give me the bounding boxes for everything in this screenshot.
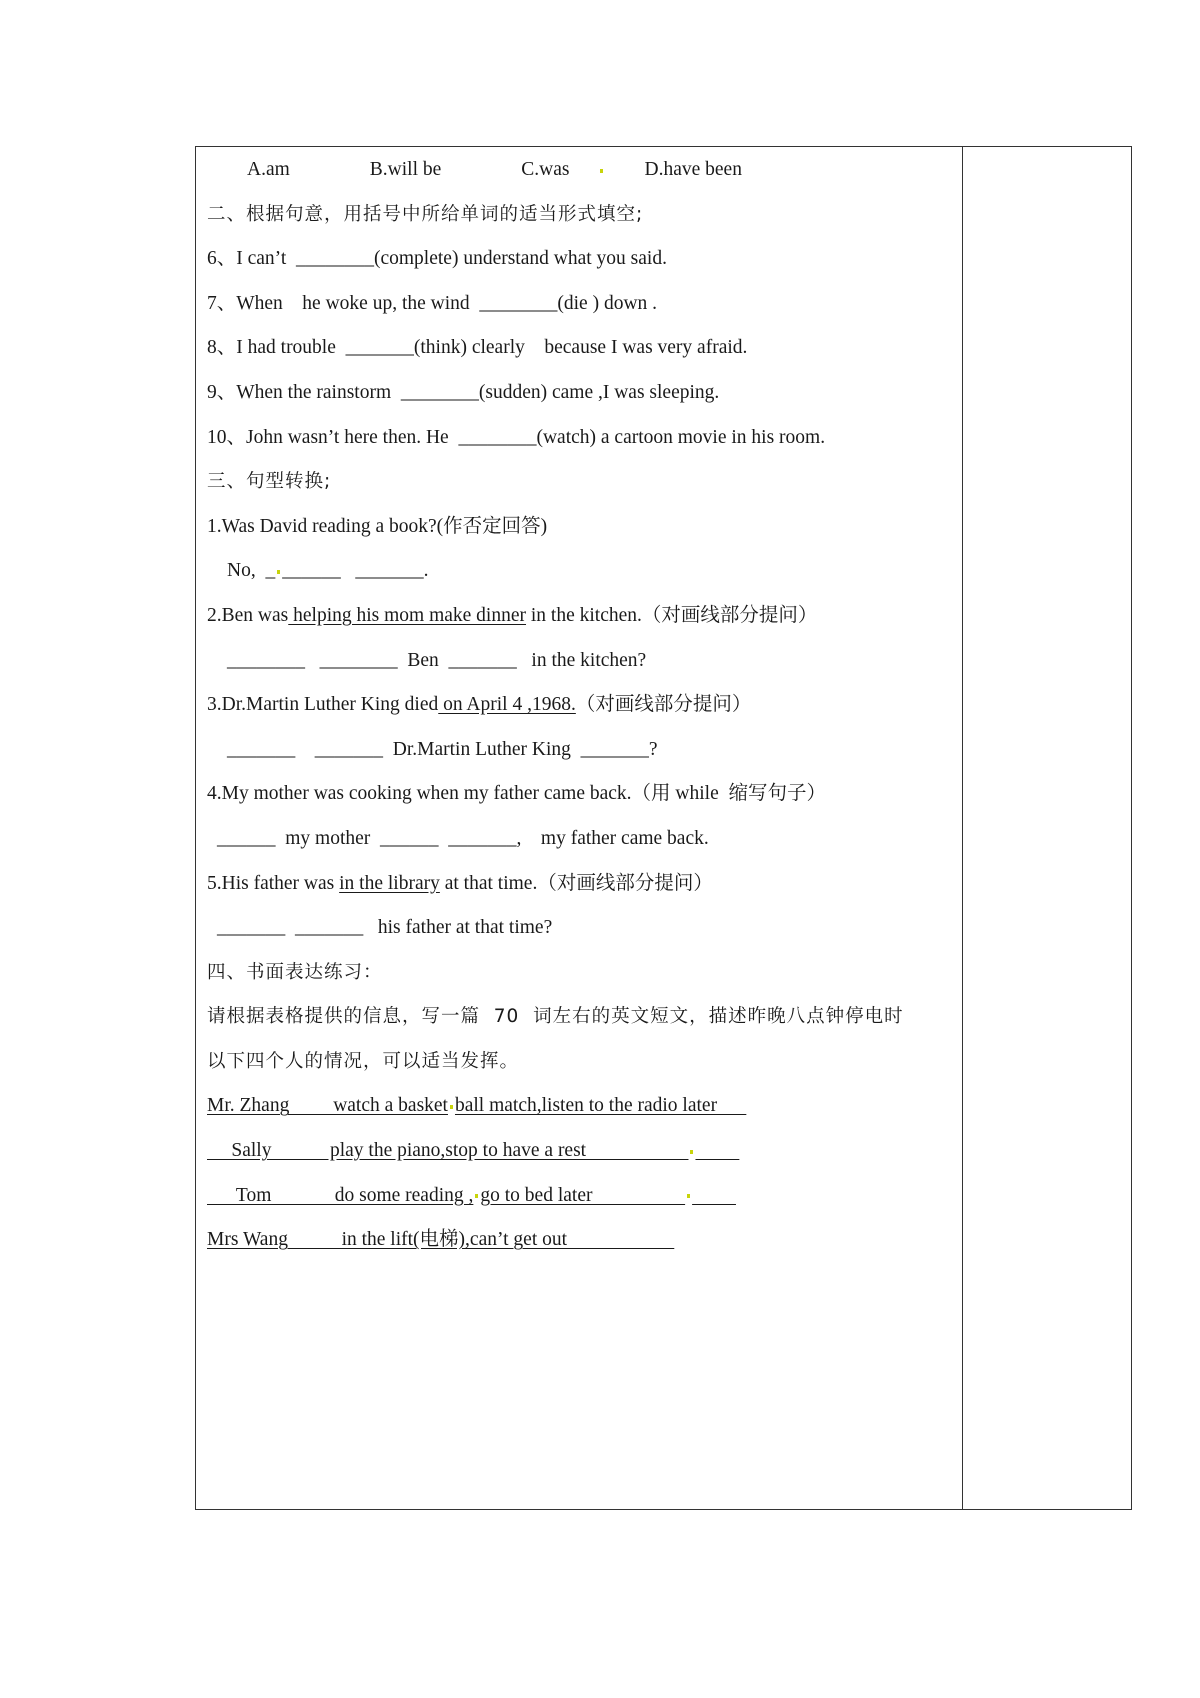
answer-text: _______ _______ Dr.Martin Luther King _______? xyxy=(227,738,658,760)
transform-q5 xyxy=(207,862,967,907)
answer-text: ______ my mother ______ _______, my father came back. xyxy=(217,827,709,849)
option-b: B.will be xyxy=(369,159,442,180)
underlined-phrase: on April 4 ,1968. xyxy=(438,694,576,716)
question-text: 5.His father was xyxy=(207,872,340,894)
mark-dot xyxy=(450,1105,453,1109)
info-text: Tom do some reading , xyxy=(207,1184,474,1206)
underlined-phrase: helping his mom make dinner xyxy=(288,604,527,626)
info-row-wang xyxy=(207,1218,967,1263)
transform-a2 xyxy=(207,639,967,684)
transform-q2 xyxy=(207,594,967,639)
mark-dot xyxy=(600,169,603,173)
section2-heading: 二、根据句意，用括号中所给单词的适当形式填空; xyxy=(207,203,644,225)
info-text: go to bed later xyxy=(480,1184,686,1206)
mark-dot xyxy=(687,1194,690,1198)
writing-instruction-1: 请根据表格提供的信息，写一篇 70 词左右的英文短文，描述昨晚八点钟停电时 xyxy=(207,1006,904,1028)
option-d: D.have been xyxy=(644,159,742,180)
info-row-tom xyxy=(207,1174,967,1219)
worksheet-content xyxy=(207,148,967,1263)
question-6: 6、I can’t ________(complete) understand what you said. xyxy=(207,248,667,270)
transform-a4 xyxy=(207,817,967,862)
options-line xyxy=(207,148,967,193)
option-a: A.am xyxy=(247,159,290,180)
transform-q4: 4.My mother was cooking when my father came back.（用 while 缩写句子） xyxy=(207,783,826,805)
writing-instruction-2: 以下四个人的情况，可以适当发挥。 xyxy=(207,1050,520,1072)
info-text: Mrs Wang in the lift(电梯),can’t get out xyxy=(207,1229,675,1251)
mark-dot xyxy=(277,570,280,574)
option-c: C.was xyxy=(521,159,570,180)
answer-text: ________ ________ Ben _______ in the kitchen? xyxy=(227,649,647,671)
question-text: 3.Dr.Martin Luther King died xyxy=(207,694,439,716)
info-text xyxy=(692,1185,736,1206)
info-text: Mr. Zhang watch a basket xyxy=(207,1095,448,1117)
question-7: 7、When he woke up, the wind ________(die ) down . xyxy=(207,292,658,314)
info-text: Sally play the piano,stop to have a rest xyxy=(207,1140,689,1162)
transform-q1: 1.Was David reading a book?(作否定回答) xyxy=(207,515,548,537)
transform-a3 xyxy=(207,728,967,773)
question-8: 8、I had trouble _______(think) clearly because I was very afraid. xyxy=(207,337,748,359)
transform-q3 xyxy=(207,683,967,728)
question-10: 10、John wasn’t here then. He ________(watch) a cartoon movie in his room. xyxy=(207,426,826,448)
section3-heading: 三、句型转换; xyxy=(207,471,332,493)
answer-text: ______ _______. xyxy=(282,560,429,582)
info-text xyxy=(695,1140,739,1161)
question-text: in the kitchen.（对画线部分提问） xyxy=(526,604,818,626)
info-text: ball match,listen to the radio later xyxy=(454,1095,747,1117)
mark-dot xyxy=(690,1150,693,1154)
underlined-phrase: in the library xyxy=(339,872,440,894)
answer-text: _______ _______ his father at that time? xyxy=(217,917,553,939)
mark-dot xyxy=(475,1194,478,1198)
answer-text: No, _ xyxy=(227,560,276,582)
transform-a5 xyxy=(207,906,967,951)
question-9: 9、When the rainstorm ________(sudden) came ,I was sleeping. xyxy=(207,381,720,403)
info-row-zhang xyxy=(207,1084,967,1129)
question-text: at that time.（对画线部分提问） xyxy=(439,872,713,894)
info-row-sally xyxy=(207,1129,967,1174)
question-text: （对画线部分提问） xyxy=(575,694,752,716)
question-text: 2.Ben was xyxy=(207,604,289,626)
section4-heading: 四、书面表达练习： xyxy=(207,961,383,983)
transform-a1 xyxy=(207,549,967,594)
